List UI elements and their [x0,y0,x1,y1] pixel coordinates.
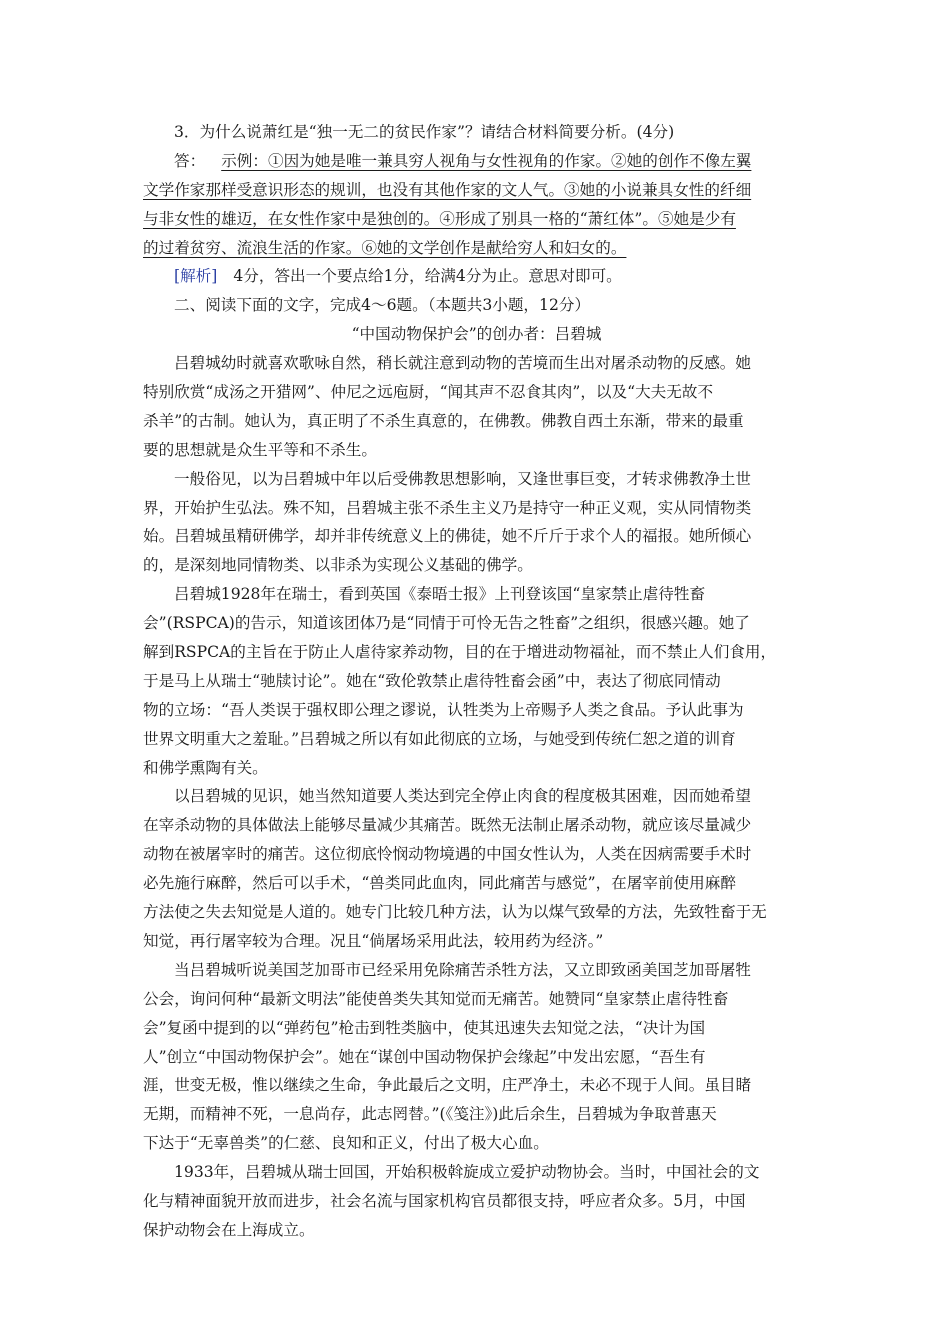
paragraph-line: 的，是深刻地同情物类、以非杀为实现公义基础的佛学。 [143,556,533,575]
paragraph-line: 会”(RSPCA)的告示，知道该团体乃是“同情于可怜无告之牲畜”之组织，很感兴趣。她了 [143,614,750,633]
paragraph-line: 于是马上从瑞士“驰牍讨论”。她在“致伦敦禁止虐待牲畜会函”中，表达了彻底同情动 [143,671,721,690]
paragraph-6 [143,1158,810,1245]
paragraph-line: 吕碧城1928年在瑞士，看到英国《泰晤士报》上刊登该国“皇家禁止虐待牲畜 [174,585,706,604]
paragraph-line: 吕碧城幼时就喜欢歌咏自然，稍长就注意到动物的苦境而生出对屠杀动物的反感。她 [174,354,751,373]
answer-prefix: 答： [174,151,206,170]
paragraph-line: 一般俗见，以为吕碧城中年以后受佛教思想影响，又逢世事巨变，才转求佛教净土世 [174,469,751,488]
paragraph-line: 化与精神面貌开放而进步，社会名流与国家机构官员都很支持，呼应者众多。5月，中国 [143,1191,746,1210]
paragraph-4 [143,782,810,955]
answer-line [143,234,810,263]
question-3: 3．为什么说萧红是“独一无二的贫民作家”？请结合材料简要分析。(4分) [174,123,675,141]
paragraph-line: 在宰杀动物的具体做法上能够尽量减少其痛苦。既然无法制止屠杀动物，就应该尽量减少 [143,816,752,835]
paragraph-line: 要的思想就是众生平等和不杀生。 [143,440,377,459]
answer-line [143,147,810,176]
paragraph-line: 物的立场：“吾人类误于强权即公理之谬说，认牲类为上帝赐予人类之食品。予认此事为 [143,700,744,719]
document-page [143,118,810,1245]
paragraph-line: 和佛学熏陶有关。 [143,758,268,777]
paragraph-line: 人”创立“中国动物保护会”。她在“谋创中国动物保护会缘起”中发出宏愿，“吾生有 [143,1047,706,1066]
paragraph-1 [143,349,810,465]
paragraph-line: 涯，世变无极，惟以继续之生命，争此最后之文明，庄严净土，未必不现于人间。虽目睹 [143,1076,752,1095]
paragraph-2 [143,465,810,581]
paragraph-line: 无期，而精神不死，一息尚存，此志罔替。”(《笺注》)此后余生，吕碧城为争取普惠天 [143,1105,717,1124]
paragraph-line: 动物在被屠宰时的痛苦。这位彻底怜悯动物境遇的中国女性认为，人类在因病需要手术时 [143,845,752,864]
paragraph-line: 特别欣赏“成汤之开猎网”、仲尼之远庖厨，“闻其声不忍食其肉”，以及“大夫无故不 [143,383,714,402]
answer-text: 示例：①因为她是唯一兼具穷人视角与女性视角的作家。②她的创作不像左翼 [221,151,752,170]
section-heading: 二、阅读下面的文字，完成4～6题。（本题共3小题，12分） [174,296,591,315]
answer-line: 与非女性的雄迈，在女性作家中是独创的。④形成了别具一格的“萧红体”。⑤她是少有 [143,209,736,228]
paragraph-line: 保护动物会在上海成立。 [143,1220,315,1239]
paragraph-3 [143,580,810,782]
paragraph-5 [143,956,810,1158]
paragraph-line: 以吕碧城的见识，她当然知道要人类达到完全停止肉食的程度极其困难，因而她希望 [174,787,751,806]
analysis-line [143,262,810,291]
answer-line: 文学作家那样受意识形态的规训，也没有其他作家的文人气。③她的小说兼具女性的纤细 [143,180,752,199]
paragraph-line: 世界文明重大之羞耻。”吕碧城之所以有如此彻底的立场，与她受到传统仁恕之道的训育 [143,729,736,748]
answer-text: 的过着贫穷、流浪生活的作家。⑥她的文学创作是献给穷人和妇女的。 [143,238,627,257]
analysis-text: 4分，答出一个要点给1分，给满4分为止。意思对即可。 [233,267,622,286]
paragraph-line: 公会，询问何种“最新文明法”能使兽类失其知觉而无痛苦。她赞同“皇家禁止虐待牲畜 [143,989,729,1008]
article-title: “中国动物保护会”的创办者：吕碧城 [351,325,602,344]
paragraph-line: 方法使之失去知觉是人道的。她专门比较几种方法，认为以煤气致晕的方法，先致牲畜于无 [143,903,767,922]
paragraph-line: 必先施行麻醉，然后可以手术，“兽类同此血肉，同此痛苦与感觉”，在屠宰前使用麻醉 [143,874,736,893]
paragraph-line: 解到RSPCA的主旨在于防止人虐待家养动物，目的在于增进动物福祉，而不禁止人们食用， [143,643,777,662]
paragraph-line: 界，开始护生弘法。殊不知，吕碧城主张不杀生主义乃是持守一种正义观，实从同情物类 [143,498,752,517]
paragraph-line: 始。吕碧城虽精研佛学，却并非传统意义上的佛徒，她不斤斤于求个人的福报。她所倾心 [143,527,752,546]
paragraph-line: 当吕碧城听说美国芝加哥市已经采用免除痛苦杀牲方法，又立即致函美国芝加哥屠牲 [174,960,751,979]
paragraph-line: 1933年，吕碧城从瑞士回国，开始积极斡旋成立爱护动物协会。当时，中国社会的文 [174,1163,760,1182]
paragraph-line: 会”复函中提到的以“弹药包”枪击到牲类脑中，使其迅速失去知觉之法，“决计为国 [143,1018,706,1037]
paragraph-line: 杀羊”的古制。她认为，真正明了不杀生真意的，在佛教。佛教自西土东渐，带来的最重 [143,411,744,430]
paragraph-line: 知觉，再行屠宰较为合理。况且“倘屠场采用此法，较用药为经济。” [143,931,604,950]
paragraph-line: 下达于“无辜兽类”的仁慈、良知和正义，付出了极大心血。 [143,1134,549,1153]
analysis-tag: [解析] [174,267,218,286]
